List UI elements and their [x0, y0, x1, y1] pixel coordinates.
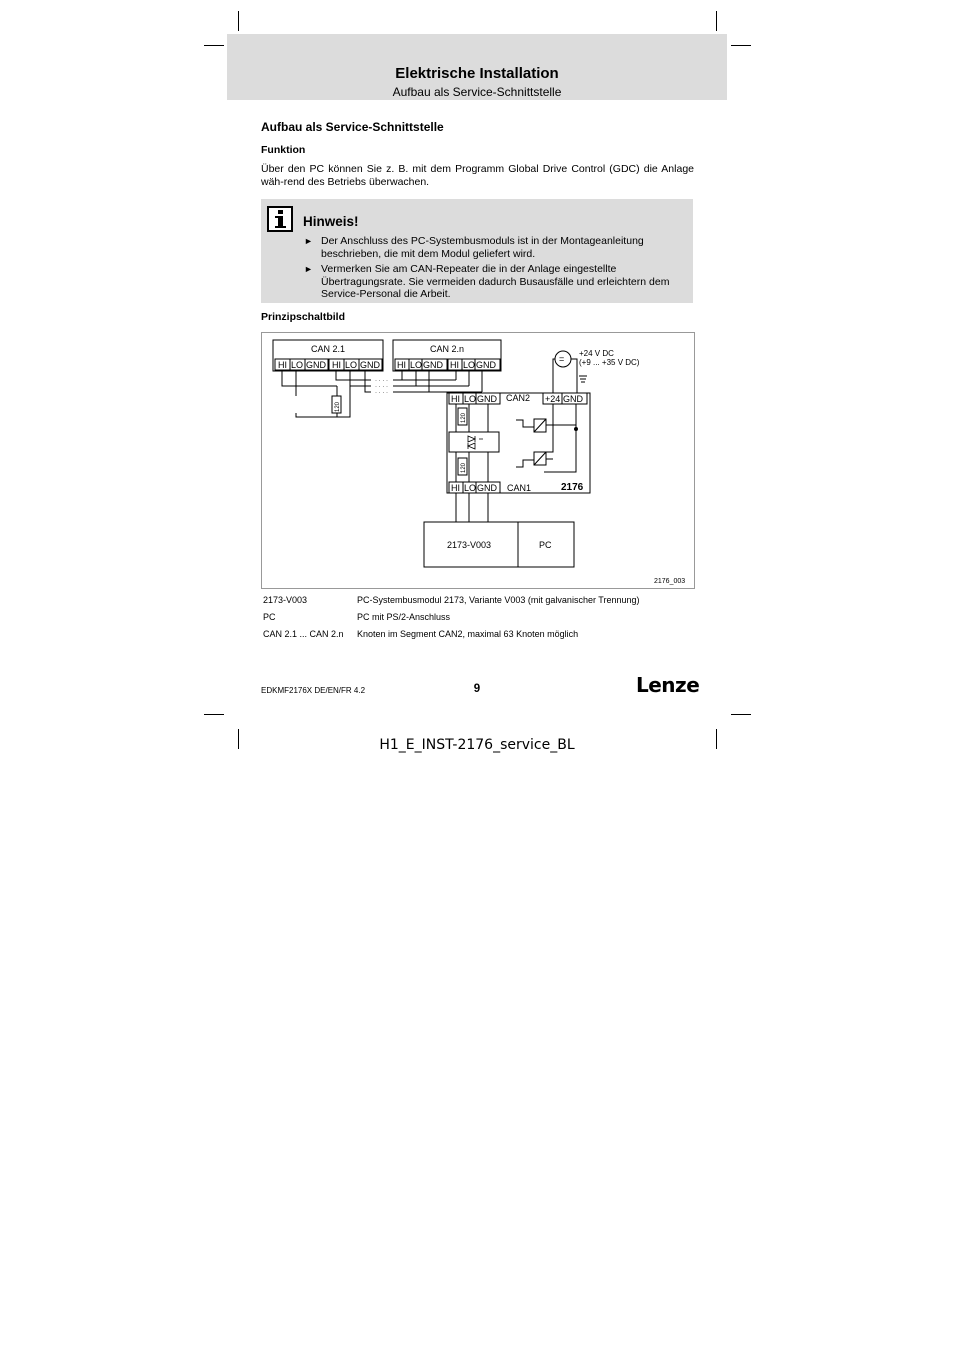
legend-value: PC-Systembusmodul 2173, Variante V003 (mit galvanischer Trennung) — [357, 595, 640, 605]
supply-voltage: +24 V DC — [579, 349, 614, 358]
chapter-subtitle: Aufbau als Service-Schnittstelle — [392, 85, 562, 99]
terminal-lo: LO — [463, 360, 476, 370]
bus-continuation-dots: · · · · — [375, 390, 388, 396]
document-id: H1_E_INST-2176_service_BL — [379, 737, 575, 753]
can1-port-label: CAN1 — [507, 483, 532, 493]
legend-row — [263, 612, 703, 629]
schematic-diagram — [261, 332, 695, 589]
legend-table — [263, 595, 703, 646]
terminal-hi: HI — [397, 360, 406, 370]
terminal-gnd: GND — [476, 360, 496, 370]
can1-cable — [456, 493, 488, 522]
resistor-value: 120 — [335, 401, 341, 412]
terminal-lo: LO — [464, 394, 477, 404]
header-band — [227, 34, 727, 100]
terminal-lo: LO — [464, 483, 477, 493]
resistor-value: 120 — [461, 462, 467, 473]
note-item — [303, 263, 689, 301]
terminal-gnd: GND — [563, 394, 583, 404]
legend-row — [263, 595, 703, 612]
crop-mark — [204, 714, 224, 715]
note-list — [303, 235, 689, 304]
doc-code: EDKMF2176X DE/EN/FR 4.2 — [261, 686, 366, 695]
chapter-title: Elektrische Installation — [395, 65, 559, 82]
bus-wire — [336, 370, 371, 392]
legend-key: CAN 2.1 ... CAN 2.n — [263, 629, 344, 639]
terminal-hi: HI — [451, 394, 460, 404]
can2-port-label: CAN2 — [506, 393, 531, 403]
crop-mark — [204, 45, 224, 46]
crop-mark — [731, 714, 751, 715]
module-number: 2176 — [561, 482, 584, 493]
terminal-hi: HI — [278, 360, 287, 370]
bus-continuation-dots: · · · · — [375, 384, 388, 390]
box-pc-label: PC — [539, 540, 552, 550]
diagram-heading: Prinzipschaltbild — [261, 311, 346, 323]
legend-value: Knoten im Segment CAN2, maximal 63 Knoten möglich — [357, 629, 579, 639]
note-item-text: Vermerken Sie am CAN-Repeater die in der Anlage eingestellte Übertragungsrate. Sie vermeiden dadurch Busausfälle und erleichtern dem Service-Personal die Arbeit. — [321, 263, 670, 300]
figure-id: 2176_003 — [654, 578, 686, 585]
bus-wire — [456, 370, 482, 392]
terminal-gnd: GND — [477, 483, 497, 493]
info-icon — [267, 206, 293, 232]
terminal-gnd: GND — [477, 394, 497, 404]
bullet-arrow-icon: ► — [304, 264, 313, 274]
note-item-text: Der Anschluss des PC-Systembusmoduls ist in der Montageanleitung beschrieben, die mit dem Modul geliefert wird. — [321, 235, 644, 260]
note-box — [261, 199, 693, 303]
terminal-hi: HI — [450, 360, 459, 370]
legend-row — [263, 629, 703, 646]
legend-key: 2173-V003 — [263, 595, 308, 605]
terminal-gnd: GND — [306, 360, 326, 370]
terminal-gnd: GND — [360, 360, 380, 370]
bus-wire — [393, 370, 429, 392]
bullet-arrow-icon: ► — [304, 236, 313, 246]
terminal-hi: HI — [451, 483, 460, 493]
note-item — [303, 235, 689, 260]
isolator-wire — [516, 420, 534, 467]
terminal-lo: LO — [410, 360, 423, 370]
page-number: 9 — [473, 683, 481, 695]
power-wire — [544, 404, 576, 472]
crop-mark — [731, 45, 751, 46]
can2n-label: CAN 2.n — [430, 344, 465, 354]
resistor-value: 120 — [461, 412, 467, 423]
box-2173-label: 2173-V003 — [447, 540, 492, 550]
function-text: Über den PC können Sie z. B. mit dem Programm Global Drive Control (GDC) die Anlage wäh-rend des Betriebs überwachen. — [261, 163, 694, 188]
supply-range: (+9 ... +35 V DC) — [579, 358, 640, 367]
terminal-lo: LO — [345, 360, 358, 370]
terminal-gnd: GND — [423, 360, 443, 370]
can21-label: CAN 2.1 — [311, 344, 346, 354]
note-title: Hinweis! — [303, 214, 359, 229]
legend-key: PC — [263, 612, 276, 622]
function-heading: Funktion — [261, 144, 306, 156]
ground-icon — [579, 376, 587, 382]
terminal-lo: LO — [291, 360, 304, 370]
terminal-plus24: +24 — [545, 394, 561, 404]
terminal-hi: HI — [332, 360, 341, 370]
crop-mark — [238, 11, 239, 31]
section-title: Aufbau als Service-Schnittstelle — [261, 120, 444, 134]
bus-continuation-dots: · · · · — [375, 378, 388, 384]
brand-logo: Lenze — [636, 673, 700, 697]
legend-value: PC mit PS/2-Anschluss — [357, 612, 451, 622]
dc-supply-symbol-text: = — [559, 354, 565, 364]
crop-mark — [716, 11, 717, 31]
